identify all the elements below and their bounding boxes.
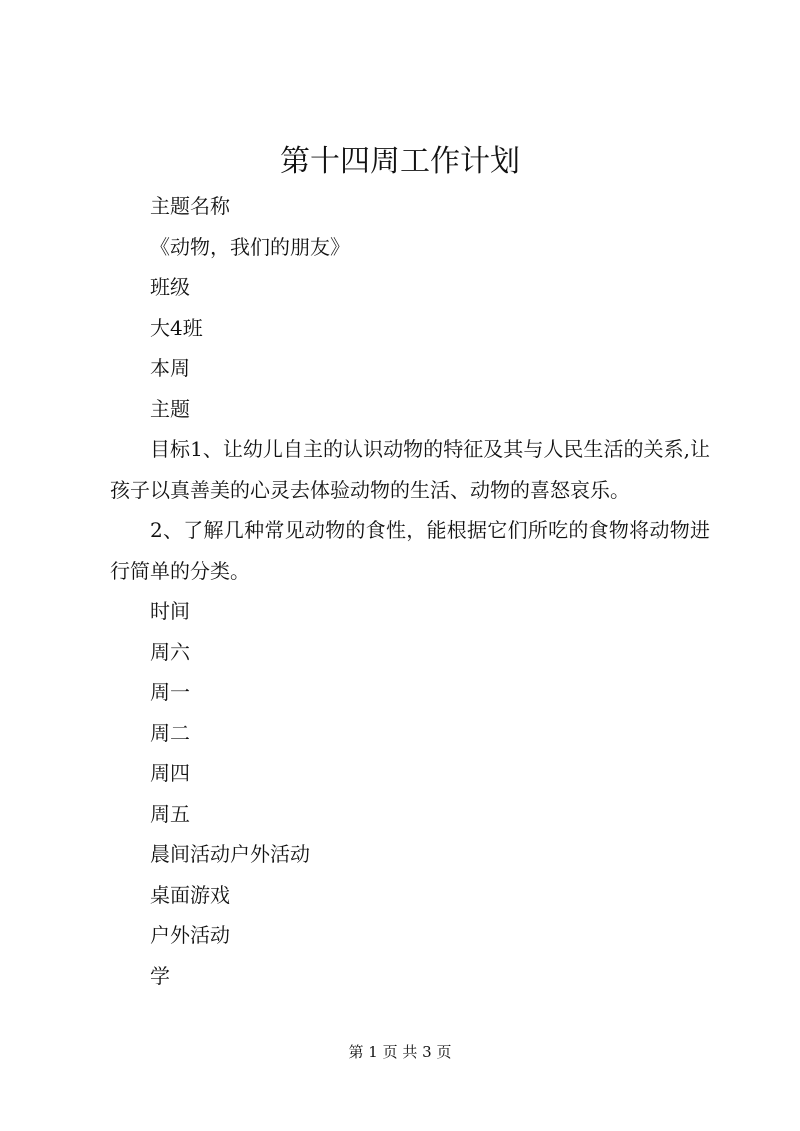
body-line: 大4班 — [150, 315, 203, 340]
goal-paragraph-2: 2、了解几种常见动物的食性，能根据它们所吃的食物将动物进行简单的分类。 — [110, 518, 710, 583]
body-line: 周二 — [150, 720, 190, 745]
body-line: 桌面游戏 — [150, 882, 230, 907]
body-line: 班级 — [150, 275, 190, 299]
body-line: 周四 — [150, 761, 190, 785]
document-body — [110, 186, 710, 996]
body-line: 晨间活动户外活动 — [150, 842, 310, 866]
body-line: 户外活动 — [150, 923, 230, 947]
body-line: 周五 — [150, 801, 190, 826]
body-line: 主题名称 — [150, 194, 230, 218]
page-footer: 第 1 页 共 3 页 — [348, 1043, 452, 1061]
body-line: 时间 — [150, 599, 190, 623]
body-line: 《动物，我们的朋友》 — [150, 234, 350, 259]
body-line: 主题 — [150, 396, 190, 421]
document-title: 第十四周工作计划 — [280, 144, 520, 179]
body-line: 周六 — [150, 639, 190, 664]
body-line: 周一 — [150, 680, 190, 704]
goal-paragraph-1: 目标1、让幼儿自主的认识动物的特征及其与人民生活的关系,让孩子以真善美的心灵去体验动物的生活、动物的喜怒哀乐。 — [110, 437, 710, 502]
body-line: 本周 — [150, 356, 190, 380]
body-line: 学 — [150, 963, 170, 988]
